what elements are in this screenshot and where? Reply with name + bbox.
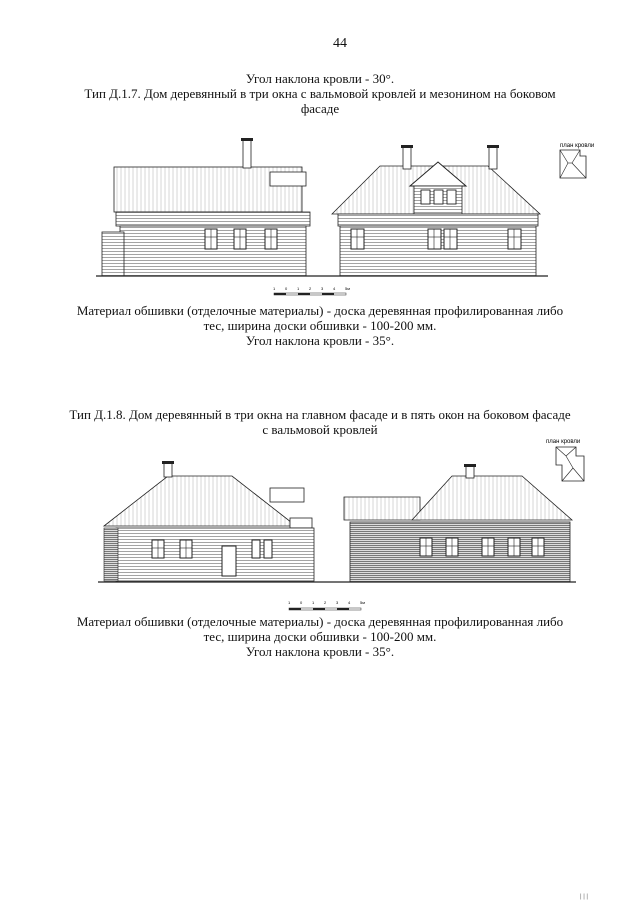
svg-text:3: 3 <box>336 600 339 605</box>
d17-caption-line2: тес, ширина доски обшивки - 100-200 мм. <box>203 318 437 333</box>
type-d18-title-cont: с вальмовой кровлей <box>262 422 378 437</box>
svg-text:4: 4 <box>333 286 336 291</box>
svg-text:0: 0 <box>300 600 303 605</box>
d18-scale-bar <box>288 600 365 610</box>
page-number: 44 <box>333 36 347 51</box>
corner-mark: | | | <box>579 894 588 900</box>
d18-main-elevation <box>104 461 314 581</box>
type-d18-title: Тип Д.1.8. Дом деревянный в три окна на главном фасаде и в пять окон на боковом фасаде <box>69 407 571 422</box>
d18-roof-plan <box>546 439 584 481</box>
svg-text:5м: 5м <box>360 600 365 605</box>
d17-caption-line3: Угол наклона кровли - 35°. <box>245 333 395 348</box>
svg-text:1: 1 <box>288 600 291 605</box>
d18-roof-plan-label: план кровли <box>546 439 581 445</box>
svg-text:5м: 5м <box>345 286 350 291</box>
svg-text:0: 0 <box>285 286 288 291</box>
d18-caption-line2: тес, ширина доски обшивки - 100-200 мм. <box>203 629 437 644</box>
roof-slope-note-1: Угол наклона кровли - 30°. <box>245 71 395 86</box>
svg-text:1: 1 <box>297 286 300 291</box>
svg-text:2: 2 <box>309 286 312 291</box>
svg-text:4: 4 <box>348 600 351 605</box>
type-d17-title: Тип Д.1.7. Дом деревянный в три окна с вальмовой кровлей и мезонином на боковом <box>84 86 556 101</box>
type-d17-title-cont: фасаде <box>300 101 340 116</box>
d18-caption-line1: Материал обшивки (отделочные материалы) - доска деревянная профилированная либо <box>76 614 564 629</box>
d18-caption-line3: Угол наклона кровли - 35°. <box>245 644 395 659</box>
d18-side-elevation <box>344 464 572 582</box>
d17-roof-plan-label: план кровли <box>560 143 595 149</box>
svg-text:1: 1 <box>312 600 315 605</box>
svg-text:1: 1 <box>273 286 276 291</box>
svg-text:3: 3 <box>321 286 324 291</box>
svg-text:2: 2 <box>324 600 327 605</box>
d17-caption-line1: Материал обшивки (отделочные материалы) - доска деревянная профилированная либо <box>76 303 564 318</box>
